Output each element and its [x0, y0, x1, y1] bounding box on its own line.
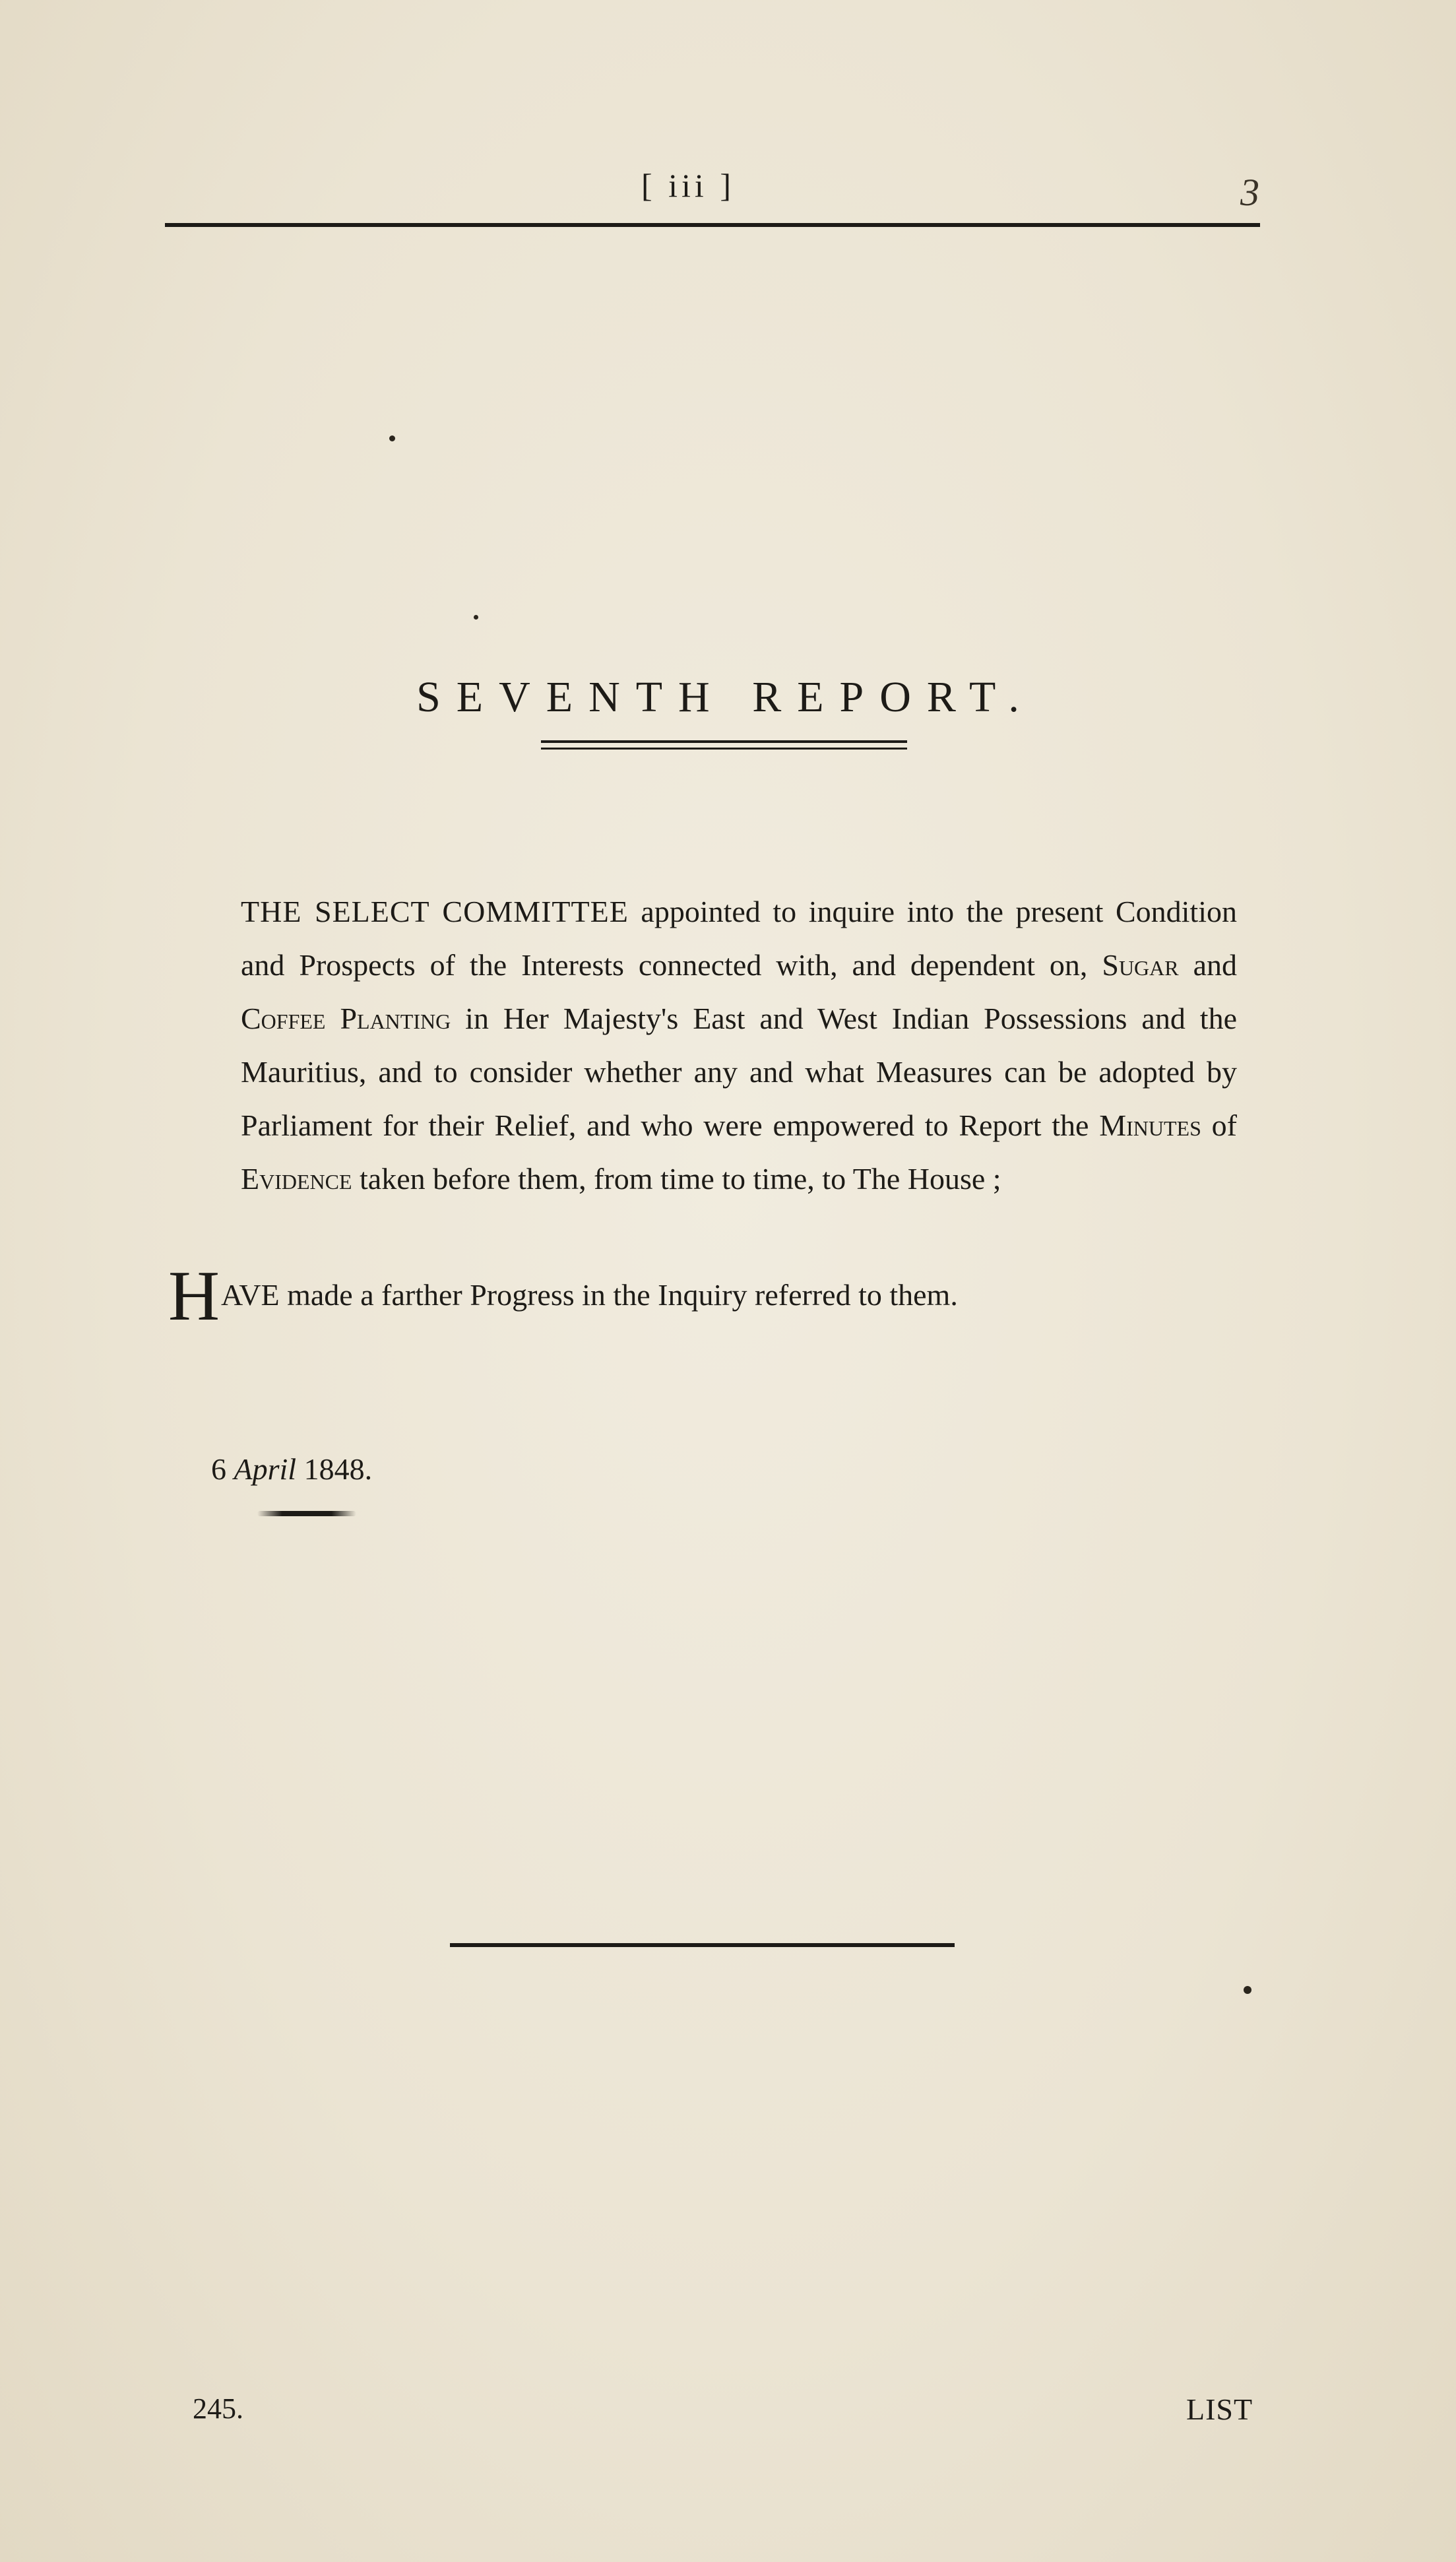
date-year: 1848. — [303, 1452, 373, 1486]
preamble-coffee-planting: Coffee Planting — [241, 1002, 451, 1035]
preamble-lead: THE SELECT COMMITTEE — [241, 895, 629, 928]
date-rule — [257, 1511, 356, 1516]
catchword: LIST — [1186, 2392, 1253, 2426]
preamble-text-1: appointed to inquire into the present Condition and Prospects of the Interests connected with, and dependent on, — [241, 895, 1237, 982]
date-day: 6 — [211, 1452, 226, 1486]
report-title: SEVENTH REPORT. — [416, 673, 1035, 722]
closing-rule — [450, 1943, 955, 1947]
preamble-sugar: Sugar — [1102, 948, 1179, 982]
folio-mark: 3 — [1240, 171, 1259, 214]
resolution-caps: AVE — [221, 1278, 280, 1312]
sheet-number: 245. — [193, 2392, 243, 2425]
page-number: [ iii ] — [641, 167, 735, 204]
preamble-and: and — [1178, 948, 1238, 982]
ink-speck — [474, 615, 478, 620]
date-month: April — [234, 1452, 297, 1486]
resolution-text: made a farther Progress in the Inquiry referred to them. — [279, 1278, 958, 1312]
resolution-line — [168, 1257, 1290, 1335]
header-rule — [165, 223, 1260, 227]
ink-speck — [389, 435, 395, 441]
committee-preamble — [241, 885, 1237, 1205]
preamble-text-2: in Her Majesty's East and West Indian Possessions and the Mauritius, and to consider whether any and what Measures can be adopted by Parliament for their Relief, and who were empowered to Report the — [241, 1002, 1238, 1142]
ink-speck — [1244, 1986, 1251, 1994]
preamble-evidence: Evidence — [241, 1162, 352, 1196]
report-date — [211, 1452, 372, 1487]
preamble-text-3: taken before them, from time to time, to The House ; — [352, 1162, 1001, 1196]
preamble-of: of — [1201, 1108, 1237, 1142]
title-double-rule — [541, 740, 907, 750]
drop-cap: H — [168, 1257, 220, 1335]
preamble-minutes: Minutes — [1099, 1108, 1201, 1142]
